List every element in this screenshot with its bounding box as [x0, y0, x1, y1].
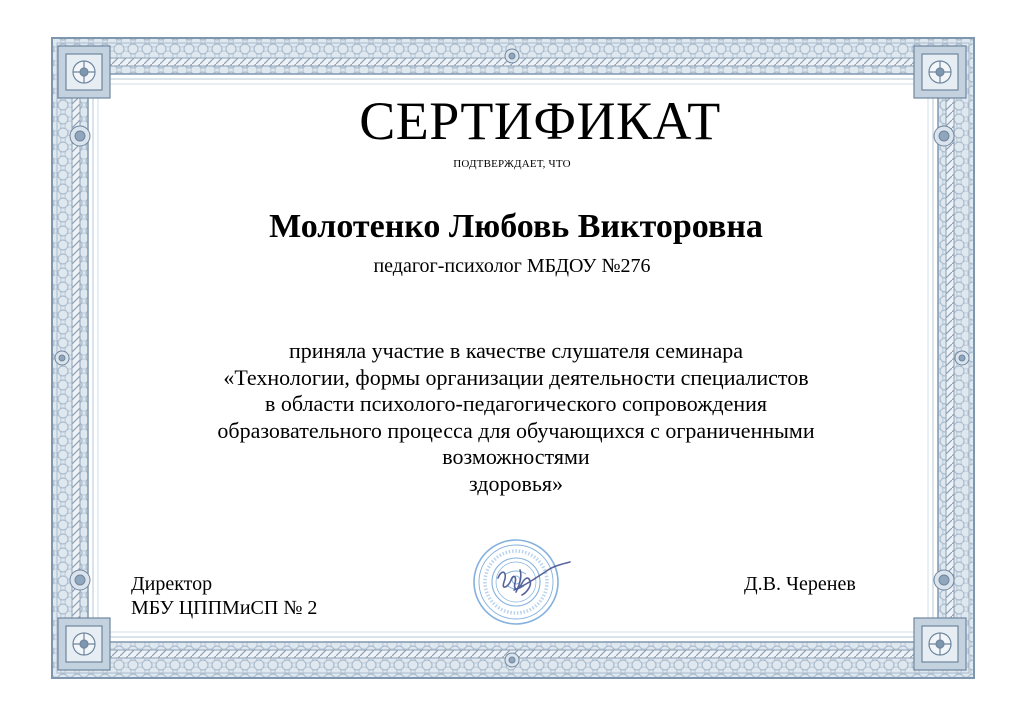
body-line: возможностями — [442, 444, 590, 469]
body-line: образовательного процесса для обучающихся с ограниченными — [217, 417, 815, 443]
recipient-name: Молотенко Любовь Викторовна — [269, 208, 763, 245]
body-line: приняла участие в качестве слушателя семинара — [289, 338, 743, 363]
signatory-organization: МБУ ЦППМиСП № 2 — [131, 597, 318, 619]
signatory-title — [131, 572, 317, 620]
certificate-body — [0, 338, 1024, 497]
signatory-role: Директор — [131, 573, 213, 595]
certificate-title: СЕРТИФИКАТ — [359, 91, 721, 151]
body-line: «Технологии, формы организации деятельности специалистов — [223, 364, 809, 390]
signatory-name: Д.В. Черенев — [744, 573, 856, 595]
certificate-subtitle: ПОДТВЕРЖДАЕТ, ЧТО — [453, 158, 571, 170]
round-seal-icon — [468, 530, 580, 634]
recipient-position: педагог-психолог МБДОУ №276 — [373, 255, 651, 277]
body-line: в области психолого-педагогического сопровождения — [264, 391, 768, 416]
body-line: здоровья» — [468, 470, 564, 496]
